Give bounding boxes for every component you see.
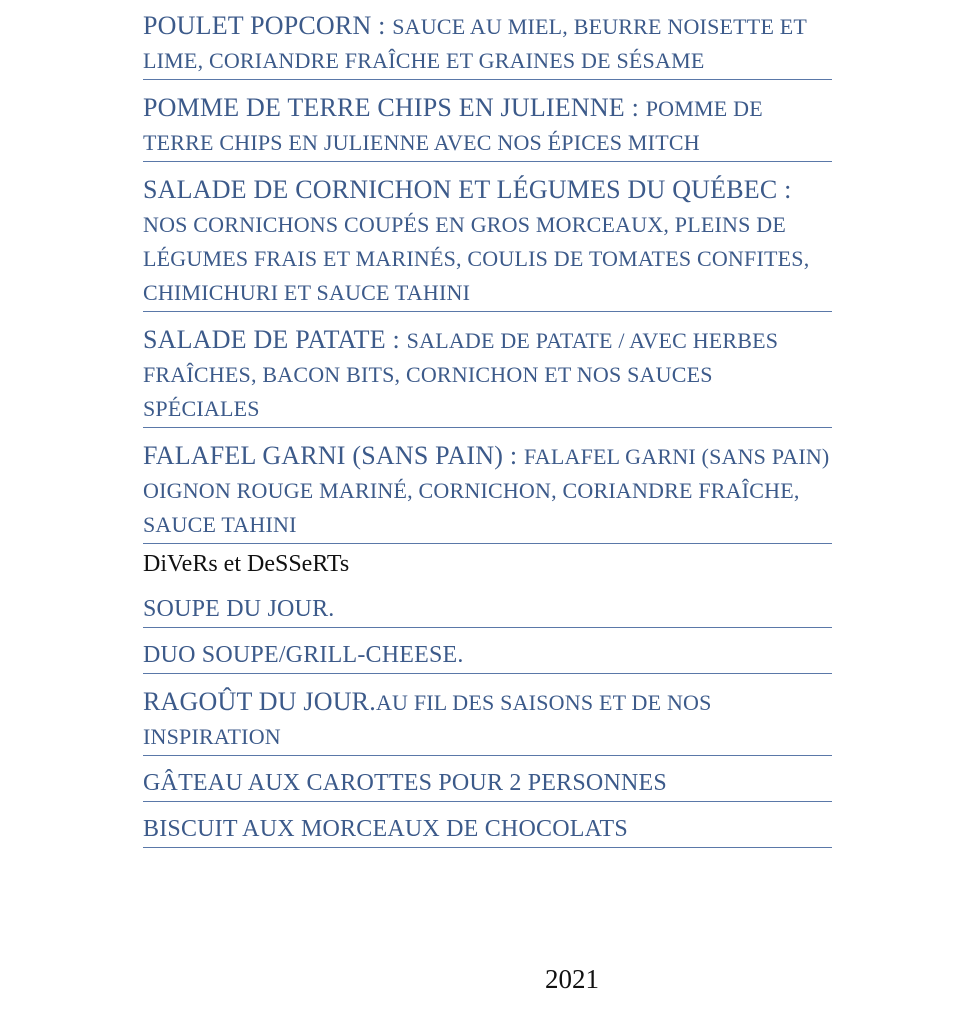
item-separator: : [371, 11, 393, 40]
section-title-divers-desserts: DiVeRs et DeSSeRTs [143, 551, 350, 577]
item-separator: : [624, 93, 646, 122]
menu-item-soupe-du-jour [143, 592, 832, 628]
item-name: DUO SOUPE/GRILL-CHEESE. [143, 642, 464, 668]
item-separator: : [777, 175, 792, 204]
menu-item-ragout [143, 684, 832, 756]
item-description: FALAFEL GARNI (SANS PAIN) OIGNON ROUGE MARINÉ, CORNICHON, CORIANDRE FRAÎCHE, SAUCE TAHINI [143, 444, 830, 537]
menu-item-falafel [143, 438, 832, 544]
item-separator: : [385, 325, 407, 354]
item-separator: : [503, 441, 524, 470]
item-name: FALAFEL GARNI (SANS PAIN) [143, 441, 504, 470]
item-name: BISCUIT AUX MORCEAUX DE CHOCOLATS [143, 816, 628, 842]
menu-item-salade-patate [143, 322, 832, 428]
menu-item-chips-julienne [143, 90, 832, 162]
item-description: POMME DE TERRE CHIPS EN JULIENNE AVEC NOS ÉPICES MITCH [143, 96, 763, 155]
item-description: AU FIL DES SAISONS ET DE NOS INSPIRATION [143, 690, 712, 749]
year-label: 2021 [545, 964, 599, 994]
menu-item-salade-cornichon [143, 172, 832, 312]
item-name: SALADE DE CORNICHON ET LÉGUMES DU QUÉBEC [143, 175, 778, 204]
item-description: SAUCE AU MIEL, BEURRE NOISETTE ET LIME, CORIANDRE FRAÎCHE ET GRAINES DE SÉSAME [143, 14, 807, 73]
item-name: POULET POPCORN [143, 11, 372, 40]
item-name: SOUPE DU JOUR. [143, 596, 335, 622]
item-name: POMME DE TERRE CHIPS EN JULIENNE [143, 93, 625, 122]
menu-list [143, 8, 832, 848]
item-description: SALADE DE PATATE / AVEC HERBES FRAÎCHES, BACON BITS, CORNICHON ET NOS SAUCES SPÉCIALES [143, 328, 779, 421]
item-name: SALADE DE PATATE [143, 325, 386, 354]
item-name: RAGOÛT DU JOUR. [143, 687, 376, 716]
menu-item-gateau-carottes [143, 766, 832, 802]
item-description: NOS CORNICHONS COUPÉS EN GROS MORCEAUX, PLEINS DE LÉGUMES FRAIS ET MARINÉS, COULIS DE TOMATES CONFITES, CHIMICHURI ET SAUCE TAHINI [143, 212, 810, 305]
item-name: GÂTEAU AUX CAROTTES POUR 2 PERSONNES [143, 770, 667, 796]
menu-item-biscuit-chocolats [143, 812, 832, 848]
menu-item-duo-soupe [143, 638, 832, 674]
menu-item-poulet-popcorn [143, 8, 832, 80]
